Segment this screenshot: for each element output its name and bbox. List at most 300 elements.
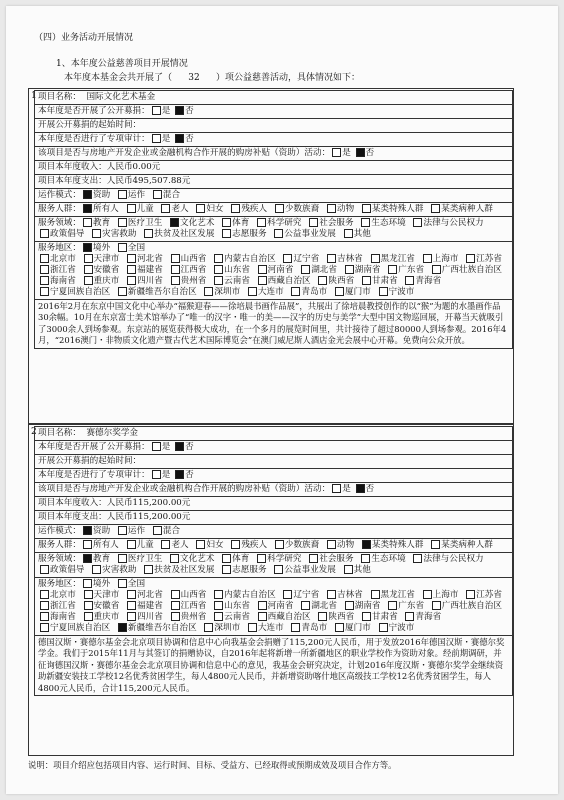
option-item xyxy=(142,565,214,575)
option-checkbox[interactable] xyxy=(40,229,49,238)
option-checkbox[interactable] xyxy=(118,243,127,252)
option-label: 混合 xyxy=(162,190,181,200)
option-item xyxy=(386,265,424,275)
option-label: 河南省 xyxy=(267,265,294,275)
option-checkbox[interactable] xyxy=(258,276,267,285)
option-label: 河北省 xyxy=(137,590,163,600)
option-item xyxy=(220,554,249,564)
yes-label: 是 xyxy=(161,442,171,452)
option-checkbox[interactable] xyxy=(301,601,310,610)
option-checkbox[interactable] xyxy=(432,601,441,610)
option-item xyxy=(125,612,163,622)
option-item xyxy=(342,229,371,239)
option-item xyxy=(212,265,250,275)
option-checkbox[interactable] xyxy=(161,540,170,549)
option-item xyxy=(360,204,424,214)
option-label: 资助 xyxy=(92,190,111,200)
option-item xyxy=(169,265,207,275)
option-label: 某类病种人群 xyxy=(441,204,493,214)
option-item xyxy=(430,601,502,611)
option-checkbox[interactable] xyxy=(432,265,441,274)
option-item xyxy=(168,554,214,564)
option-item xyxy=(82,590,120,600)
option-checkbox[interactable] xyxy=(83,243,92,252)
option-checkbox[interactable] xyxy=(222,554,231,563)
option-label: 残疾人 xyxy=(241,204,268,214)
option-checkbox[interactable] xyxy=(335,287,344,296)
option-item xyxy=(246,287,284,297)
yes-label: 是 xyxy=(342,484,351,494)
option-checkbox[interactable] xyxy=(413,554,422,563)
option-checkbox[interactable] xyxy=(171,265,180,274)
option-checkbox[interactable] xyxy=(83,526,92,535)
option-checkbox[interactable] xyxy=(423,254,432,263)
option-checkbox[interactable] xyxy=(196,540,205,549)
no-label: 否 xyxy=(185,470,194,480)
no-label: 否 xyxy=(365,484,375,494)
option-label: 科学研究 xyxy=(267,554,302,564)
option-checkbox[interactable] xyxy=(127,612,136,621)
option-checkbox[interactable] xyxy=(309,554,318,563)
option-checkbox[interactable] xyxy=(361,218,370,227)
option-label: 山东省 xyxy=(224,601,250,611)
option-checkbox[interactable] xyxy=(127,276,136,285)
option-item xyxy=(194,204,223,214)
option-item xyxy=(333,287,371,297)
option-checkbox[interactable] xyxy=(388,265,397,274)
option-label: 辽宁省 xyxy=(293,590,320,600)
option-label: 青岛市 xyxy=(301,623,328,633)
option-checkbox[interactable] xyxy=(84,590,93,599)
mode-options xyxy=(81,190,183,200)
checkbox-yes[interactable] xyxy=(152,134,161,143)
option-checkbox[interactable] xyxy=(275,540,284,549)
option-label: 内蒙古自治区 xyxy=(224,254,276,264)
option-checkbox[interactable] xyxy=(171,590,180,599)
option-label: 灾害救助 xyxy=(102,565,137,575)
option-checkbox[interactable] xyxy=(345,601,354,610)
real-estate-label: 该项目是否与房地产开发企业或金融机构合作开展的购房补贴（资助）活动： xyxy=(38,148,331,158)
option-item xyxy=(116,623,197,633)
option-item xyxy=(38,254,76,264)
option-item xyxy=(151,190,180,200)
option-checkbox[interactable] xyxy=(171,601,180,610)
option-checkbox[interactable] xyxy=(83,554,92,563)
option-checkbox[interactable] xyxy=(327,590,336,599)
option-item xyxy=(125,265,163,275)
option-checkbox[interactable] xyxy=(291,623,300,632)
option-checkbox[interactable] xyxy=(84,276,93,285)
option-checkbox[interactable] xyxy=(258,265,267,274)
option-checkbox[interactable] xyxy=(379,623,388,632)
option-checkbox[interactable] xyxy=(84,254,93,263)
subsection-title: 1、本年度公益慈善项目开展情况 xyxy=(56,59,188,69)
option-item xyxy=(272,229,336,239)
option-checkbox[interactable] xyxy=(283,254,292,263)
no-label: 否 xyxy=(185,134,194,144)
option-item xyxy=(38,612,76,622)
option-checkbox[interactable] xyxy=(40,590,49,599)
option-checkbox[interactable] xyxy=(344,565,353,574)
option-checkbox[interactable] xyxy=(144,565,153,574)
option-checkbox[interactable] xyxy=(83,540,92,549)
option-checkbox[interactable] xyxy=(274,565,283,574)
project-table-2 xyxy=(34,426,513,696)
option-item xyxy=(325,590,363,600)
option-item xyxy=(229,540,267,550)
option-item xyxy=(377,287,415,297)
option-checkbox[interactable] xyxy=(118,623,127,632)
population-row xyxy=(35,203,513,217)
region-options xyxy=(38,590,505,633)
option-checkbox[interactable] xyxy=(171,612,180,621)
real-estate-label: 该项目是否与房地产开发企业或金融机构合作开展的购房补贴（资助）活动： xyxy=(38,484,331,494)
option-checkbox[interactable] xyxy=(153,190,162,199)
yes-label: 是 xyxy=(161,106,171,116)
option-checkbox[interactable] xyxy=(344,229,353,238)
checkbox-no[interactable] xyxy=(175,442,184,451)
option-item xyxy=(81,579,110,589)
option-label: 宁波市 xyxy=(388,623,415,633)
option-checkbox[interactable] xyxy=(40,565,49,574)
option-label: 生态环境 xyxy=(371,218,406,228)
option-label: 公益事业发展 xyxy=(284,565,336,575)
option-label: 河北省 xyxy=(137,254,163,264)
checkbox-no[interactable] xyxy=(175,134,184,143)
option-checkbox[interactable] xyxy=(291,287,300,296)
option-label: 资助 xyxy=(92,526,111,536)
option-checkbox[interactable] xyxy=(335,623,344,632)
option-checkbox[interactable] xyxy=(258,612,267,621)
option-checkbox[interactable] xyxy=(127,590,136,599)
option-checkbox[interactable] xyxy=(40,601,49,610)
option-checkbox[interactable] xyxy=(301,265,310,274)
option-checkbox[interactable] xyxy=(222,565,231,574)
option-item xyxy=(369,590,415,600)
footnote: 说明：项目介绍应包括项目内容、运行时间、目标、受益方、已经取得或预期成效及项目合作方等。 xyxy=(28,760,397,770)
option-label: 某类特殊人群 xyxy=(371,204,424,214)
option-label: 文化艺术 xyxy=(180,218,215,228)
checkbox-yes[interactable] xyxy=(152,106,161,115)
expense-label: 项目本年度支出： xyxy=(38,176,107,186)
option-checkbox[interactable] xyxy=(318,612,327,621)
name-label: 项目名称： xyxy=(38,428,81,438)
option-checkbox[interactable] xyxy=(231,540,240,549)
option-item xyxy=(299,265,337,275)
option-label: 公益事业发展 xyxy=(284,229,336,239)
option-label: 山东省 xyxy=(224,265,250,275)
region-row xyxy=(35,578,513,636)
option-label: 甘肃省 xyxy=(371,276,398,286)
option-item xyxy=(81,243,110,253)
option-checkbox[interactable] xyxy=(405,612,414,621)
option-label: 所有人 xyxy=(92,540,119,550)
option-checkbox[interactable] xyxy=(171,254,180,263)
option-item xyxy=(142,229,214,239)
option-checkbox[interactable] xyxy=(127,265,136,274)
option-item xyxy=(343,265,381,275)
option-checkbox[interactable] xyxy=(196,204,205,213)
option-checkbox[interactable] xyxy=(274,229,283,238)
option-item xyxy=(125,590,163,600)
population-label: 服务人群： xyxy=(38,204,81,214)
option-checkbox[interactable] xyxy=(83,579,92,588)
option-checkbox[interactable] xyxy=(83,190,92,199)
option-item xyxy=(125,254,163,264)
income-value: 人民币0.00元 xyxy=(106,162,161,172)
option-label: 青海省 xyxy=(415,276,442,286)
option-checkbox[interactable] xyxy=(361,554,370,563)
option-item xyxy=(38,590,76,600)
option-checkbox[interactable] xyxy=(257,554,266,563)
option-label: 某类病种人群 xyxy=(441,540,493,550)
option-item xyxy=(256,601,294,611)
option-checkbox[interactable] xyxy=(84,612,93,621)
option-label: 深圳市 xyxy=(214,287,241,297)
mode-options xyxy=(81,526,183,536)
option-checkbox[interactable] xyxy=(257,218,266,227)
option-label: 运作 xyxy=(127,190,146,200)
fundraising-start-label: 开展公开募捐的起始时间： xyxy=(38,456,142,466)
option-checkbox[interactable] xyxy=(371,254,380,263)
income-row xyxy=(35,497,513,511)
option-label: 所有人 xyxy=(92,204,119,214)
checkbox-yes[interactable] xyxy=(152,442,161,451)
checkbox-no[interactable] xyxy=(175,470,184,479)
option-checkbox[interactable] xyxy=(84,265,93,274)
checkbox-yes[interactable] xyxy=(152,470,161,479)
option-checkbox[interactable] xyxy=(413,218,422,227)
option-item xyxy=(246,623,284,633)
option-checkbox[interactable] xyxy=(327,540,336,549)
option-checkbox[interactable] xyxy=(92,565,101,574)
option-checkbox[interactable] xyxy=(214,254,223,263)
option-checkbox[interactable] xyxy=(248,287,257,296)
option-item xyxy=(212,590,276,600)
project-name: 国际文化艺术基金 xyxy=(86,92,156,102)
option-checkbox[interactable] xyxy=(83,204,92,213)
option-label: 云南省 xyxy=(224,276,250,286)
option-checkbox[interactable] xyxy=(214,601,223,610)
option-label: 法律与公民权力 xyxy=(423,218,484,228)
project-index: 2 xyxy=(31,427,37,437)
option-checkbox[interactable] xyxy=(118,526,127,535)
option-checkbox[interactable] xyxy=(40,287,49,296)
option-item xyxy=(429,204,493,214)
option-checkbox[interactable] xyxy=(127,540,136,549)
option-checkbox[interactable] xyxy=(40,623,49,632)
field-row xyxy=(35,217,513,242)
fundraising-label: 本年度是否开展了公开募捐： xyxy=(38,106,150,116)
option-label: 湖北省 xyxy=(311,265,337,275)
option-label: 宁夏回族自治区 xyxy=(50,623,111,633)
option-item xyxy=(116,554,162,564)
option-checkbox[interactable] xyxy=(144,229,153,238)
region-row xyxy=(35,242,513,300)
mode-label: 运作模式： xyxy=(38,526,81,536)
option-label: 大连市 xyxy=(257,623,284,633)
project-description: 2016年2月在东京中国文化中心举办“福猴迎春——徐培晨书画作品展”，共展出了徐培晨教授创作的以“猴”为题的水墨画作品30余幅。10月在东京富士美术馆举办了“唯一的汉字・唯一的美——汉字的历史与美学”大型中国文物巡回展，开幕当天就吸引了3000余人到场参观。东京站的展览获得极大成功，在一个多月的展览时间里，共计接待了超过80000人到场参观。2016年4月，“2016澳门・非物质文化遗产暨古代艺术国际博览会”在澳门威尼斯人酒店金光会展中心开幕。免费向公众开放。 xyxy=(38,301,507,346)
option-item xyxy=(81,554,110,564)
option-label: 四川省 xyxy=(137,276,163,286)
option-item xyxy=(202,623,240,633)
audit-label: 本年度是否进行了专项审计： xyxy=(38,134,150,144)
option-item xyxy=(38,623,110,633)
option-label: 浙江省 xyxy=(50,601,76,611)
option-item xyxy=(212,612,250,622)
option-item xyxy=(333,623,371,633)
option-label: 广东省 xyxy=(398,601,425,611)
option-checkbox[interactable] xyxy=(275,204,284,213)
option-checkbox[interactable] xyxy=(170,218,179,227)
option-checkbox[interactable] xyxy=(371,590,380,599)
option-checkbox[interactable] xyxy=(118,579,127,588)
option-checkbox[interactable] xyxy=(171,276,180,285)
option-checkbox[interactable] xyxy=(153,526,162,535)
option-checkbox[interactable] xyxy=(214,276,223,285)
option-checkbox[interactable] xyxy=(40,612,49,621)
expense-value: 人民币115,200.00元 xyxy=(106,512,191,522)
option-checkbox[interactable] xyxy=(258,601,267,610)
option-item xyxy=(38,265,76,275)
option-label: 辽宁省 xyxy=(293,254,320,264)
option-label: 大连市 xyxy=(257,287,284,297)
option-item xyxy=(81,526,110,536)
region-label: 服务地区： xyxy=(38,243,81,253)
option-checkbox[interactable] xyxy=(92,229,101,238)
option-label: 政策倡导 xyxy=(50,565,85,575)
region-label: 服务地区： xyxy=(38,579,81,589)
yes-label: 是 xyxy=(161,134,171,144)
option-checkbox[interactable] xyxy=(83,218,92,227)
region-scope-options xyxy=(81,579,148,589)
option-label: 志愿服务 xyxy=(232,229,267,239)
option-item xyxy=(464,254,502,264)
checkbox-no[interactable] xyxy=(175,106,184,115)
option-item xyxy=(116,243,145,253)
option-label: 天津市 xyxy=(93,590,120,600)
option-checkbox[interactable] xyxy=(118,190,127,199)
option-checkbox[interactable] xyxy=(379,287,388,296)
option-checkbox[interactable] xyxy=(423,590,432,599)
option-label: 境外 xyxy=(92,243,111,253)
option-label: 新疆维吾尔自治区 xyxy=(127,287,197,297)
option-checkbox[interactable] xyxy=(362,612,371,621)
option-checkbox[interactable] xyxy=(466,590,475,599)
option-checkbox[interactable] xyxy=(40,254,49,263)
checkbox-yes[interactable] xyxy=(332,148,341,157)
option-item xyxy=(90,229,136,239)
option-label: 浙江省 xyxy=(50,265,76,275)
option-checkbox[interactable] xyxy=(214,265,223,274)
checkbox-no[interactable] xyxy=(356,148,365,157)
option-checkbox[interactable] xyxy=(214,612,223,621)
option-checkbox[interactable] xyxy=(466,254,475,263)
option-label: 天津市 xyxy=(93,254,120,264)
option-item xyxy=(38,229,84,239)
project-table-1 xyxy=(34,90,513,349)
option-checkbox[interactable] xyxy=(388,601,397,610)
option-label: 少数族裔 xyxy=(284,540,320,550)
field-label: 服务领域： xyxy=(38,554,81,564)
option-item xyxy=(272,565,336,575)
option-checkbox[interactable] xyxy=(204,287,213,296)
option-label: 吉林省 xyxy=(336,254,363,264)
checkbox-yes[interactable] xyxy=(332,484,341,493)
option-item xyxy=(430,265,502,275)
option-label: 动物 xyxy=(336,204,355,214)
option-label: 广西壮族自治区 xyxy=(441,265,502,275)
option-checkbox[interactable] xyxy=(118,218,127,227)
option-checkbox[interactable] xyxy=(222,218,231,227)
option-checkbox[interactable] xyxy=(345,265,354,274)
section-title: （四）业务活动开展情况 xyxy=(34,33,134,43)
option-checkbox[interactable] xyxy=(170,554,179,563)
option-item xyxy=(212,276,250,286)
option-checkbox[interactable] xyxy=(118,554,127,563)
option-item xyxy=(169,612,207,622)
option-checkbox[interactable] xyxy=(118,287,127,296)
option-checkbox[interactable] xyxy=(161,204,170,213)
option-checkbox[interactable] xyxy=(214,590,223,599)
option-item xyxy=(82,601,120,611)
option-checkbox[interactable] xyxy=(362,540,371,549)
option-checkbox[interactable] xyxy=(222,229,231,238)
option-checkbox[interactable] xyxy=(318,276,327,285)
option-checkbox[interactable] xyxy=(231,204,240,213)
option-item xyxy=(38,276,76,286)
option-checkbox[interactable] xyxy=(40,276,49,285)
option-item xyxy=(377,623,415,633)
checkbox-no[interactable] xyxy=(356,484,365,493)
field-options xyxy=(38,554,487,575)
option-checkbox[interactable] xyxy=(127,204,136,213)
option-checkbox[interactable] xyxy=(204,623,213,632)
option-checkbox[interactable] xyxy=(248,623,257,632)
option-checkbox[interactable] xyxy=(327,204,336,213)
intro-prefix: 本年度本基金会共开展了（ xyxy=(64,73,173,83)
option-checkbox[interactable] xyxy=(362,204,371,213)
audit-row xyxy=(35,133,513,147)
option-label: 河南省 xyxy=(267,601,294,611)
option-label: 广东省 xyxy=(398,265,425,275)
option-checkbox[interactable] xyxy=(431,204,440,213)
option-checkbox[interactable] xyxy=(84,601,93,610)
option-checkbox[interactable] xyxy=(327,254,336,263)
option-label: 黑龙江省 xyxy=(380,590,415,600)
option-item xyxy=(403,612,441,622)
option-checkbox[interactable] xyxy=(405,276,414,285)
option-item xyxy=(429,540,493,550)
option-checkbox[interactable] xyxy=(309,218,318,227)
option-label: 黑龙江省 xyxy=(380,254,415,264)
option-item xyxy=(325,254,363,264)
option-item xyxy=(212,254,276,264)
option-checkbox[interactable] xyxy=(40,265,49,274)
mode-label: 运作模式： xyxy=(38,190,81,200)
option-item xyxy=(369,254,415,264)
option-label: 全国 xyxy=(127,243,146,253)
option-checkbox[interactable] xyxy=(127,601,136,610)
option-label: 湖南省 xyxy=(354,265,381,275)
option-item xyxy=(220,218,249,228)
option-checkbox[interactable] xyxy=(283,590,292,599)
option-checkbox[interactable] xyxy=(431,540,440,549)
option-checkbox[interactable] xyxy=(127,254,136,263)
option-item xyxy=(421,590,459,600)
option-checkbox[interactable] xyxy=(362,276,371,285)
option-item xyxy=(82,265,120,275)
